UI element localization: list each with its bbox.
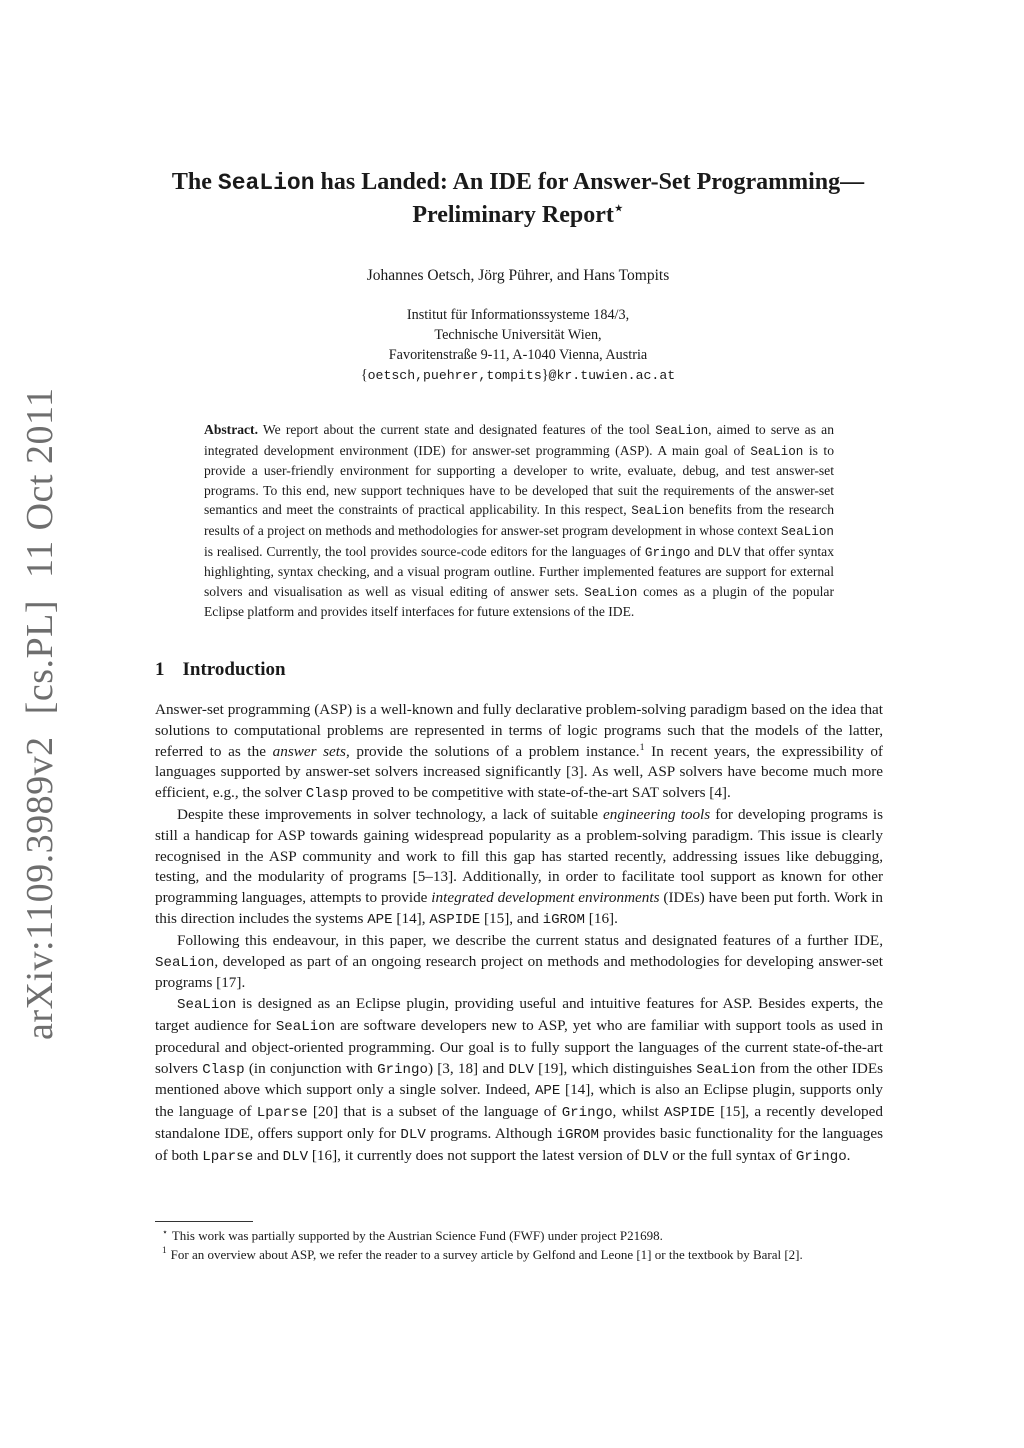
paragraph-1: Answer-set programming (ASP) is a well-known and fully declarative problem-solving paradigm based on the idea that solutions to computational problems are represented in terms of logic programs such that the models of the latter, referred to as the answer sets, provide the solutions of a problem instance.$^1$ In recent years, the expressibility of languages supported by answer-set solvers increased significantly [3]. As well, ASP solvers have become much more efficient, e.g., the solver Clasp proved to be competitive with state-of-the-art SAT solvers [4]. [155, 701, 883, 803]
email: {oetsch,puehrer,tompits}@kr.tuwien.ac.at [360, 367, 676, 383]
abstract: Abstract. We report about the current state and designated features of the tool SeaLion, aimed to serve as an integrated development environment (IDE) for answer-set programming (ASP). A main goal of SeaLion is to provide a user-friendly environment for supporting a developer to write, evaluate, debug, and test answer-set programs. To this end, new support techniques have to be developed that suit the requirements of the answer-set semantics and meet the constraints of practical applicability. In this respect, SeaLion benefits from the research results of a project on methods and methodologies for answer-set program development in whose context SeaLion is realised. Currently, the tool provides source-code editors for the languages of Gringo and DLV that offer syntax highlighting, syntax checking, and a visual program outline. Further implemented features are support for external solvers and visualisation as well as visual editing of answer sets. SeaLion comes as a plugin of the popular Eclipse platform and provides itself interfaces for future extensions of the IDE. [204, 422, 835, 620]
arxiv-id: arXiv:1109.3989v2 [19, 736, 61, 1040]
footnote-ref: 1 [639, 741, 645, 753]
section-number: 1 [155, 659, 165, 680]
footnote-funding: ⋆ This work was partially supported by the Austrian Science Fund (FWF) under project P21698. [162, 1227, 663, 1243]
authors: Johannes Oetsch, Jörg Pührer, and Hans Tompits [366, 267, 670, 284]
title-footnote-mark: ⋆ [613, 200, 624, 217]
footnote-rule [155, 1221, 253, 1222]
paper-title: The SeaLion has Landed: An IDE for Answer-Set Programming—Preliminary Report⋆ [171, 169, 865, 228]
arxiv-category: [cs.PL] [19, 600, 61, 715]
affiliation: Institut für Informationssysteme 184/3, Technische Universität Wien, Favoritenstraße 9-11, A-1040 Vienna, Austria {oetsch,puehrer,tompits}@kr.tuwien.ac.at [150, 305, 886, 386]
section-title: Introduction [182, 659, 286, 680]
title-block [150, 166, 886, 386]
body-text [155, 700, 883, 1168]
paragraph-3: Following this endeavour, in this paper, we describe the current status and designated features of a further IDE, SeaLion, developed as part of an ongoing research project on methods and methodologies for developing answer-set programs [17]. [155, 931, 883, 992]
footnote-1: $^1$ For an overview about ASP, we refer the reader to a survey article by Gelfond and Leone [1] or the textbook by Baral [2]. [162, 1246, 803, 1262]
arxiv-identifier [10, 387, 70, 1040]
paragraph-4: SeaLion is designed as an Eclipse plugin, providing useful and intuitive features for ASP. Besides experts, the target audience for SeaLion are software developers new to ASP, yet who are familiar with support tools as used in procedural and object-oriented programming. Our goal is to fully support the languages of the current state-of-the-art solvers Clasp (in conjunction with Gringo) [3, 18] and DLV [19], which distinguishes SeaLion from the other IDEs mentioned above which support only a single solver. Indeed, APE [14], which is also an Eclipse plugin, supports only the language of Lparse [20] that is a subset of the language of Gringo, whilst ASPIDE [15], a recently developed standalone IDE, offers support only for DLV programs. Although iGROM provides basic functionality for the languages of both Lparse and DLV [16], it currently does not support the latest version of DLV or the full syntax of Gringo. [155, 995, 884, 1165]
arxiv-date: 11 Oct 2011 [19, 387, 61, 579]
paragraph-2: Despite these improvements in solver technology, a lack of suitable engineering tools for developing programs is still a handicap for ASP towards gaining widespread popularity as a problem-solving paradigm. This issue is clearly recognised in the ASP community and work to fill this gap has started recently, addressing issues like debugging, testing, and the modularity of programs [5–13]. Additionally, in order to facilitate tool support as known for other programming languages, attempts to provide integrated development environments (IDEs) have been put forth. Work in this direction includes the systems APE [14], ASPIDE [15], and iGROM [16]. [155, 805, 884, 928]
abstract-label: Abstract. [204, 422, 258, 437]
title-tool-name: SeaLion [217, 170, 315, 196]
section-heading [155, 659, 286, 681]
footnotes [155, 1227, 883, 1264]
